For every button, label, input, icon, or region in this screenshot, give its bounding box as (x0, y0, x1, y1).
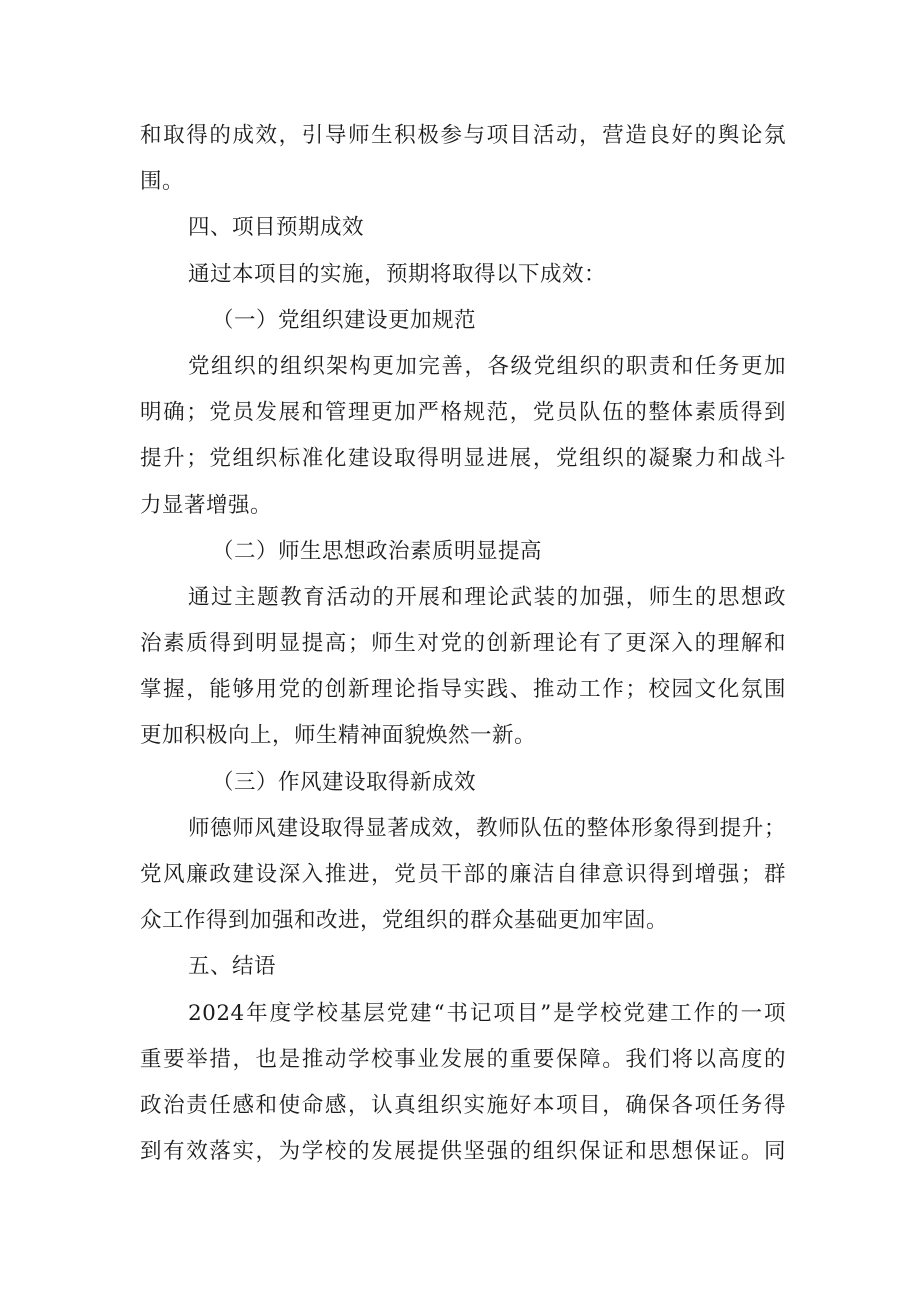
text-line: 五、结语 (188, 954, 277, 980)
text-line: 和取得的成效，引导师生积极参与项目活动，营造良好的舆论氛 (140, 123, 786, 148)
text-line: 掌握，能够用党的创新理论指导实践、推动工作；校园文化氛围 (140, 677, 786, 703)
text-line: 四、项目预期成效 (188, 215, 365, 241)
text-line: 党风廉政建设深入推进，党员干部的廉洁自律意识得到增强；群 (140, 862, 786, 887)
text-line: （一）党组织建设更加规范 (212, 307, 477, 333)
text-line: 力显著增强。 (140, 492, 273, 518)
text-line: 治素质得到明显提高；师生对党的创新理论有了更深入的理解和 (140, 631, 786, 657)
text-line: 重要举措，也是推动学校事业发展的重要保障。我们将以高度的 (140, 1046, 786, 1072)
text-line: 更加积极向上，师生精神面貌焕然一新。 (140, 723, 537, 749)
text-line: 到有效落实，为学校的发展提供坚强的组织保证和思想保证。同 (140, 1139, 786, 1165)
text-line: 围。 (140, 169, 185, 195)
text-line: 政治责任感和使命感，认真组织实施好本项目，确保各项任务得 (140, 1092, 786, 1118)
text-line: 众工作得到加强和改进，党组织的群众基础更加牢固。 (140, 908, 669, 934)
text-line: 通过主题教育活动的开展和理论武装的加强，师生的思想政 (188, 584, 786, 610)
document-body (140, 113, 786, 1175)
text-line: （三）作风建设取得新成效 (212, 769, 477, 795)
text-line: （二）师生思想政治素质明显提高 (212, 538, 543, 564)
text-line: 通过本项目的实施，预期将取得以下成效： (188, 261, 607, 287)
text-line: 明确；党员发展和管理更加严格规范，党员队伍的整体素质得到 (140, 400, 786, 426)
text-line: 提升；党组织标准化建设取得明显进展，党组织的凝聚力和战斗 (140, 446, 786, 472)
text-line: 党组织的组织架构更加完善，各级党组织的职责和任务更加 (188, 353, 786, 379)
text-line: 2024年度学校基层党建“书记项目”是学校党建工作的一项 (188, 1000, 786, 1026)
text-line: 师德师风建设取得显著成效，教师队伍的整体形象得到提升； (188, 815, 786, 841)
